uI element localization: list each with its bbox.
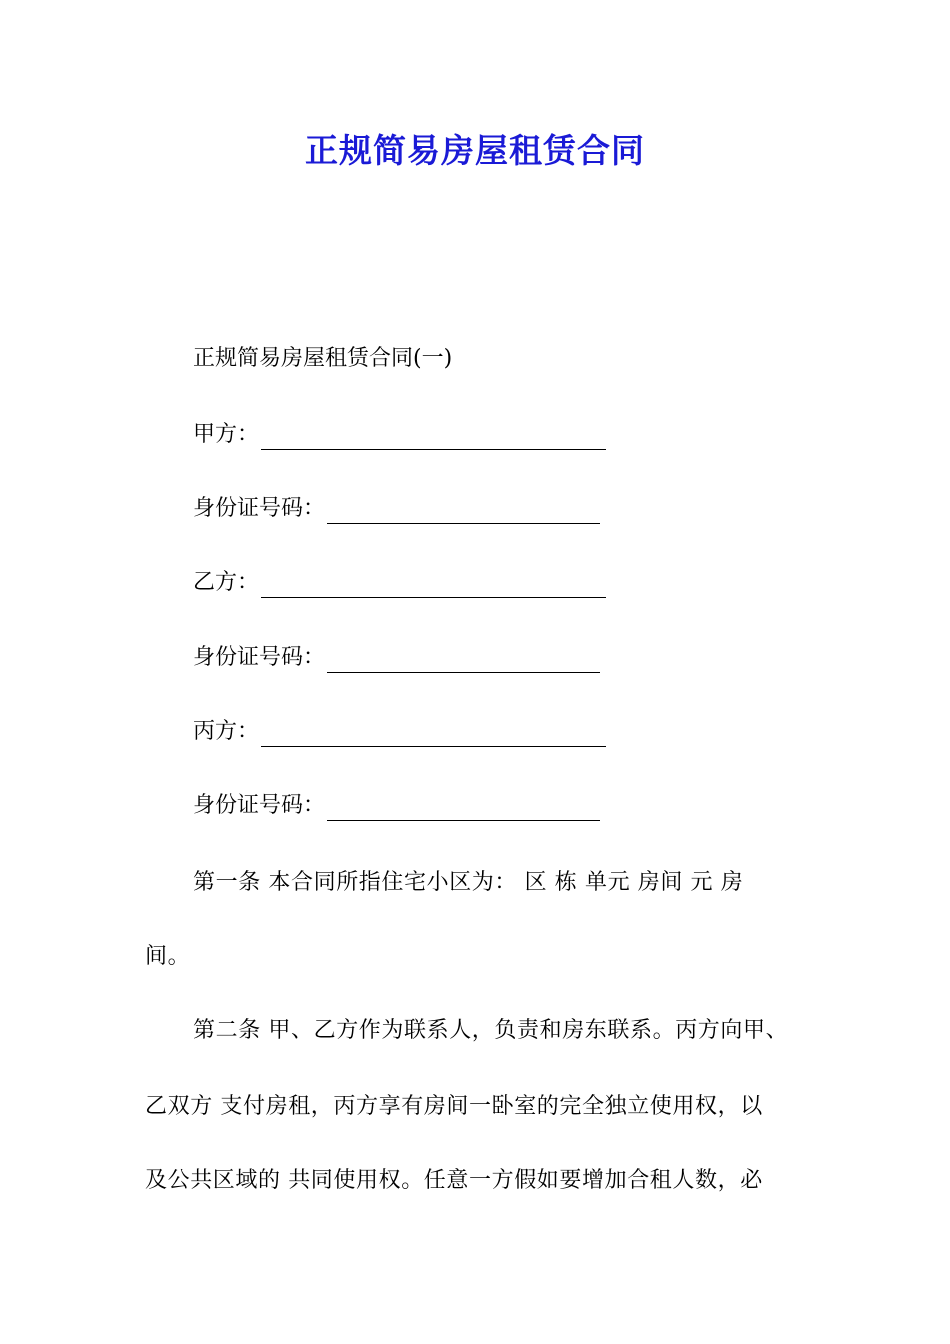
contract-subtitle: 正规简易房屋租赁合同(一)	[193, 346, 453, 371]
party-b-blank	[261, 575, 606, 598]
party-c-id-field	[193, 791, 600, 821]
party-b-id-label: 身份证号码：	[193, 645, 326, 670]
party-c-id-blank	[327, 798, 600, 821]
party-a-blank	[261, 427, 606, 450]
party-c-field	[193, 717, 606, 747]
party-b-label: 乙方：	[193, 570, 260, 595]
party-a-id-blank	[327, 501, 600, 524]
document-title: 正规简易房屋租赁合同	[305, 131, 645, 170]
party-b-id-field	[193, 643, 600, 673]
article-1-line-2: 间。	[145, 944, 191, 969]
party-c-label: 丙方：	[193, 719, 260, 744]
party-c-blank	[261, 724, 606, 747]
party-b-field	[193, 568, 606, 598]
party-c-id-label: 身份证号码：	[193, 793, 326, 818]
party-a-id-field	[193, 494, 600, 524]
party-a-label: 甲方：	[193, 422, 260, 447]
party-b-id-blank	[327, 650, 600, 673]
party-a-id-label: 身份证号码：	[193, 496, 326, 521]
article-2-line-2: 乙双方 支付房租，丙方享有房间一卧室的完全独立使用权，以	[145, 1094, 763, 1119]
article-1-line-1: 第一条 本合同所指住宅小区为： 区 栋 单元 房间 元 房	[193, 870, 744, 895]
article-2-line-3: 及公共区域的 共同使用权。任意一方假如要增加合租人数，必	[145, 1168, 763, 1193]
party-a-field	[193, 420, 606, 450]
article-2-line-1: 第二条 甲、乙方作为联系人，负责和房东联系。丙方向甲、	[193, 1018, 789, 1043]
